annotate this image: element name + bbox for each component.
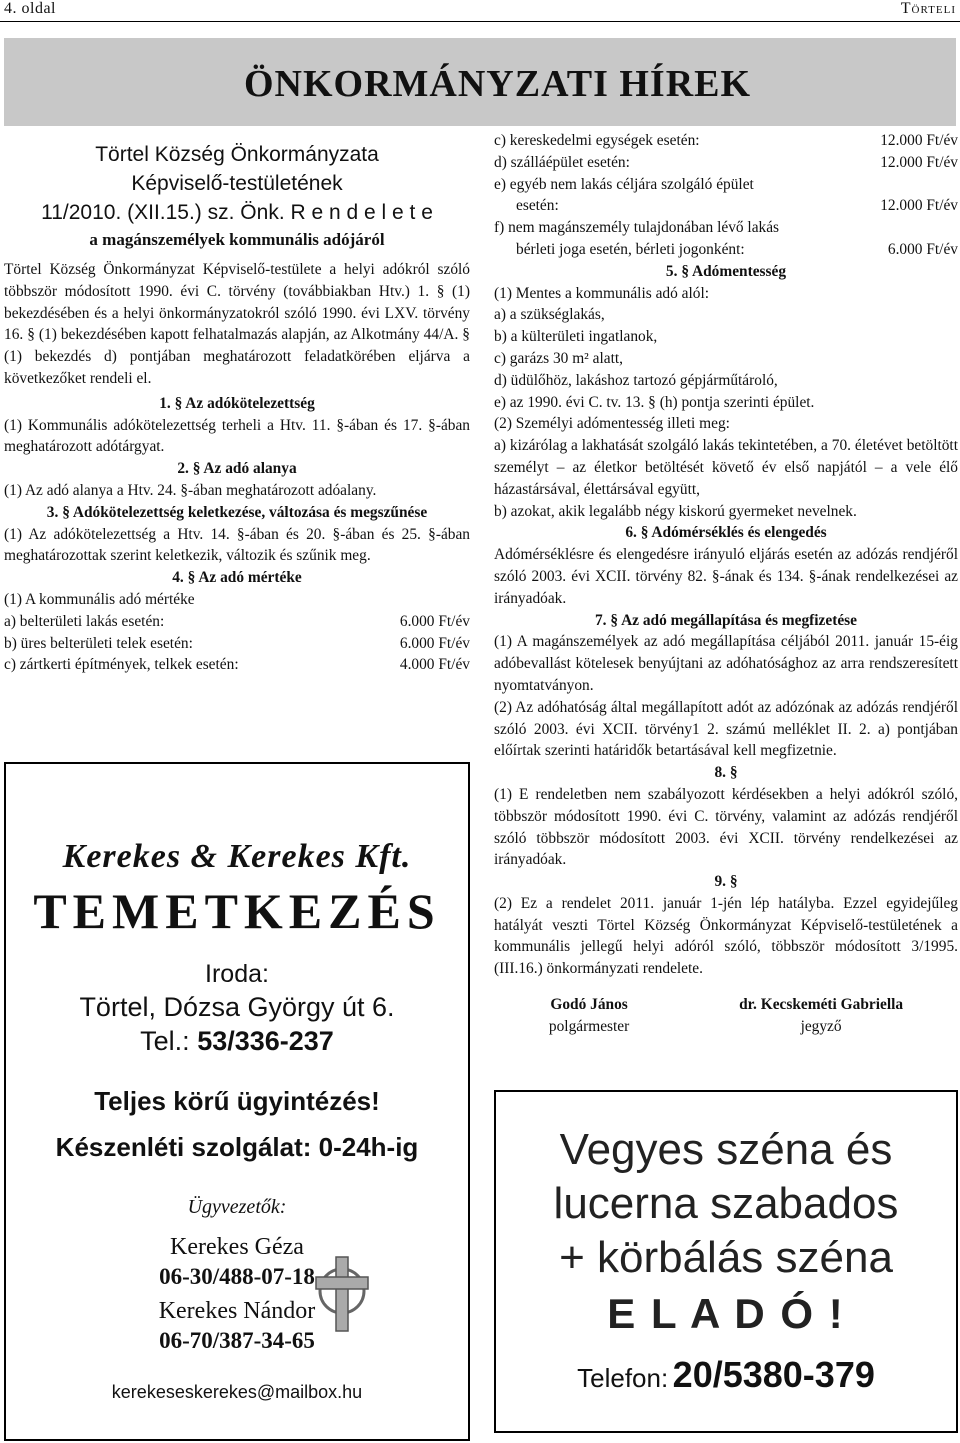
- ad-slogan-1: Teljes körű ügyintézés!: [94, 1086, 380, 1116]
- exemption-item: e) az 1990. évi C. tv. 13. § (h) pontja szerinti épület.: [494, 393, 815, 411]
- left-column: [4, 140, 470, 676]
- ad-phone: Tel.: 53/336-237: [140, 1026, 334, 1056]
- exemption-item: d) üdülőhöz, lakáshoz tartozó gépjárműtároló,: [494, 371, 778, 389]
- signature-notary: dr. Kecskeméti Gabriella jegyző: [739, 996, 904, 1035]
- ad-title: TEMETKEZÉS: [33, 883, 441, 939]
- rate-row: b) üres belterületi telek esetén: 6.000 Ft/év: [4, 634, 470, 652]
- section-8-text: (1) E rendeletben nem szabályozott kérdésekben a helyi adókról szóló, többször módosított 1990. évi C. törvény, valamint az adózás rendjéről szóló többször módosított 2003. évi XCII. törvény rendelkezései az irányadóak.: [494, 785, 958, 869]
- exemption-item: a) a szükséglakás,: [494, 306, 605, 324]
- newspaper-name: Törteli: [900, 0, 956, 17]
- section-3-heading: 3. § Adókötelezettség keletkezése, változása és megszűnése: [46, 503, 428, 521]
- exemption-item: c) garázs 30 m² alatt,: [494, 349, 623, 367]
- rate-row: a) belterületi lakás esetén: 6.000 Ft/év: [4, 612, 470, 630]
- section-5-heading: 5. § Adómentesség: [665, 262, 787, 280]
- ad-phone: Telefon: 20/5380-379: [577, 1354, 875, 1395]
- personal-exemption-intro: (2) Személyi adómentesség illeti meg:: [494, 415, 730, 433]
- rate-row: esetén: 12.000 Ft/év: [516, 197, 958, 215]
- exemption-item: b) a külterületi ingatlanok,: [494, 328, 658, 346]
- decree-intro: Törtel Község Önkormányzat Képviselő-testülete a helyi adókról szóló többször módosított 1990. évi C. törvény (továbbiakban Htv.) 1. § (1) bekezdésében és a helyi önkormányzatokról szóló 1990. évi LXV. törvény 16. § (1) bekezdésében kapott felhatalmazás alapján, az Alkotmány 44/A. § (1) bekezdés d) pontjában meghatározott feladatkörében eljárva a következőket rendeli el.: [4, 261, 470, 387]
- rate-text: e) egyéb nem lakás céljára szolgáló épület: [494, 175, 754, 193]
- section-6-heading: 6. § Adómérséklés és elengedés: [625, 524, 827, 542]
- section-6-text: Adómérséklésre és elengedésre irányuló eljárás esetén az adózás rendjéről szóló 2003. évi XCII. törvény 82. §-ának és 134. §-ának rendelkezései az irányadóak.: [494, 546, 958, 607]
- ad-line-1: Vegyes széna és: [559, 1125, 893, 1174]
- section-banner: [4, 38, 956, 126]
- section-9-heading: 9. §: [714, 873, 738, 891]
- personal-exemption-a: a) kizárólag a lakhatását szolgáló lakás tekintetében, a 70. életévet betöltött személyt – az életkor betöltését követő év első napjától – a vele élő házastársával, élettársával együtt,: [494, 437, 958, 498]
- section-9-text: (2) Ez a rendelet 2011. január 1-jén lép hatályba. Ezzel egyidejűleg hatályát veszti Törtel Község Önkormányzat Képviselő-testületének a kommunális jellegű helyi adóról szóló, többször módosított 3/1995. (III.16.) önkormányzati rendelete.: [494, 894, 958, 978]
- ad-company-name: Kerekes & Kerekes Kft.: [62, 838, 412, 875]
- section-7-text-1: (1) A magánszemélyek az adó megállapítása céljából 2011. január 15-éig adóbevallást kötelesek benyújtani az adóhatósághoz az arra rendszeresített nyomtatványon.: [494, 633, 958, 694]
- rate-row: d) szálláépület esetén: 12.000 Ft/év: [494, 153, 958, 171]
- section-2-heading: 2. § Az adó alanya: [177, 460, 297, 478]
- ad-for-sale: E L A D Ó !: [607, 1290, 845, 1337]
- cross-icon: [302, 1253, 382, 1335]
- ad-slogan-2: Készenléti szolgálat: 0-24h-ig: [55, 1132, 419, 1162]
- hay-advertisement: [494, 1090, 958, 1433]
- ad-email: kerekeseskerekes@mailbox.hu: [111, 1382, 363, 1402]
- ad-manager-1-phone: 06-30/488-07-18: [159, 1264, 315, 1289]
- funeral-advertisement: [4, 762, 470, 1441]
- section-1-text: (1) Kommunális adókötelezettség terheli a Htv. 11. §-ában és 17. §-ában meghatározott adótárgyat.: [4, 416, 470, 456]
- rate-row: c) kereskedelmi egységek esetén: 12.000 Ft/év: [494, 132, 958, 149]
- section-4-heading: 4. § Az adó mértéke: [172, 569, 302, 587]
- exemption-intro: (1) Mentes a kommunális adó alól:: [494, 284, 709, 302]
- header-rule: [0, 21, 960, 22]
- personal-exemption-b: b) azokat, akik legalább négy kiskorú gyermeket nevelnek.: [494, 502, 857, 520]
- ad-manager-2-name: Kerekes Nándor: [158, 1298, 316, 1324]
- rate-row: bérleti joga esetén, bérleti jogonként: 6.000 Ft/év: [516, 240, 958, 258]
- decree-title-3: 11/2010. (XII.15.) sz. Önk. R e n d e l e t e: [41, 201, 433, 224]
- ad-office-label: Iroda:: [205, 960, 269, 988]
- section-2-text: (1) Az adó alanya a Htv. 24. §-ában meghatározott adóalany.: [4, 481, 377, 499]
- ad-manager-2-phone: 06-70/387-34-65: [159, 1328, 315, 1353]
- rate-row: c) zártkerti építmények, telkek esetén: 4.000 Ft/év: [4, 656, 470, 674]
- ad-line-3: + körbálás széna: [559, 1233, 893, 1282]
- ad-address: Törtel, Dózsa György út 6.: [79, 992, 395, 1022]
- section-1-heading: 1. § Az adókötelezettség: [159, 394, 315, 412]
- section-3-text: (1) Az adókötelezettség a Htv. 14. §-ában és 20. §-ában és 25. §-ában meghatározottak szerint keletkezik, változik és szűnik meg.: [4, 525, 470, 565]
- ad-line-2: lucerna szabados: [553, 1179, 899, 1228]
- rate-text: f) nem magánszemély tulajdonában lévő lakás: [494, 219, 780, 237]
- section-8-heading: 8. §: [714, 764, 738, 782]
- signature-mayor: Godó János polgármester: [548, 996, 630, 1035]
- page-header: [0, 0, 960, 22]
- section-7-text-2: (2) Az adóhatóság által megállapított adót az adózónak az adózás rendjéről szóló 2003. évi XCII. törvény1 2. számú melléklet II. 2. a) pontjában előírtak szerinti határidők betartásával kell megfizetnie.: [494, 698, 958, 760]
- decree-title-2: Képviselő-testületének: [131, 172, 343, 195]
- page-number: 4. oldal: [4, 0, 56, 17]
- decree-subject: a magánszemélyek kommunális adójáról: [89, 230, 385, 249]
- section-title: ÖNKORMÁNYZATI HÍREK: [244, 63, 752, 105]
- ad-manager-1-name: Kerekes Géza: [170, 1234, 304, 1260]
- ad-managers-label: Ügyvezetők:: [187, 1196, 287, 1218]
- signatures: [494, 994, 958, 1038]
- decree-title-1: Törtel Község Önkormányzata: [95, 143, 379, 166]
- section-7-heading: 7. § Az adó megállapítása és megfizetése: [594, 611, 857, 629]
- right-column: [494, 130, 958, 1038]
- section-4-text: (1) A kommunális adó mértéke: [4, 590, 195, 608]
